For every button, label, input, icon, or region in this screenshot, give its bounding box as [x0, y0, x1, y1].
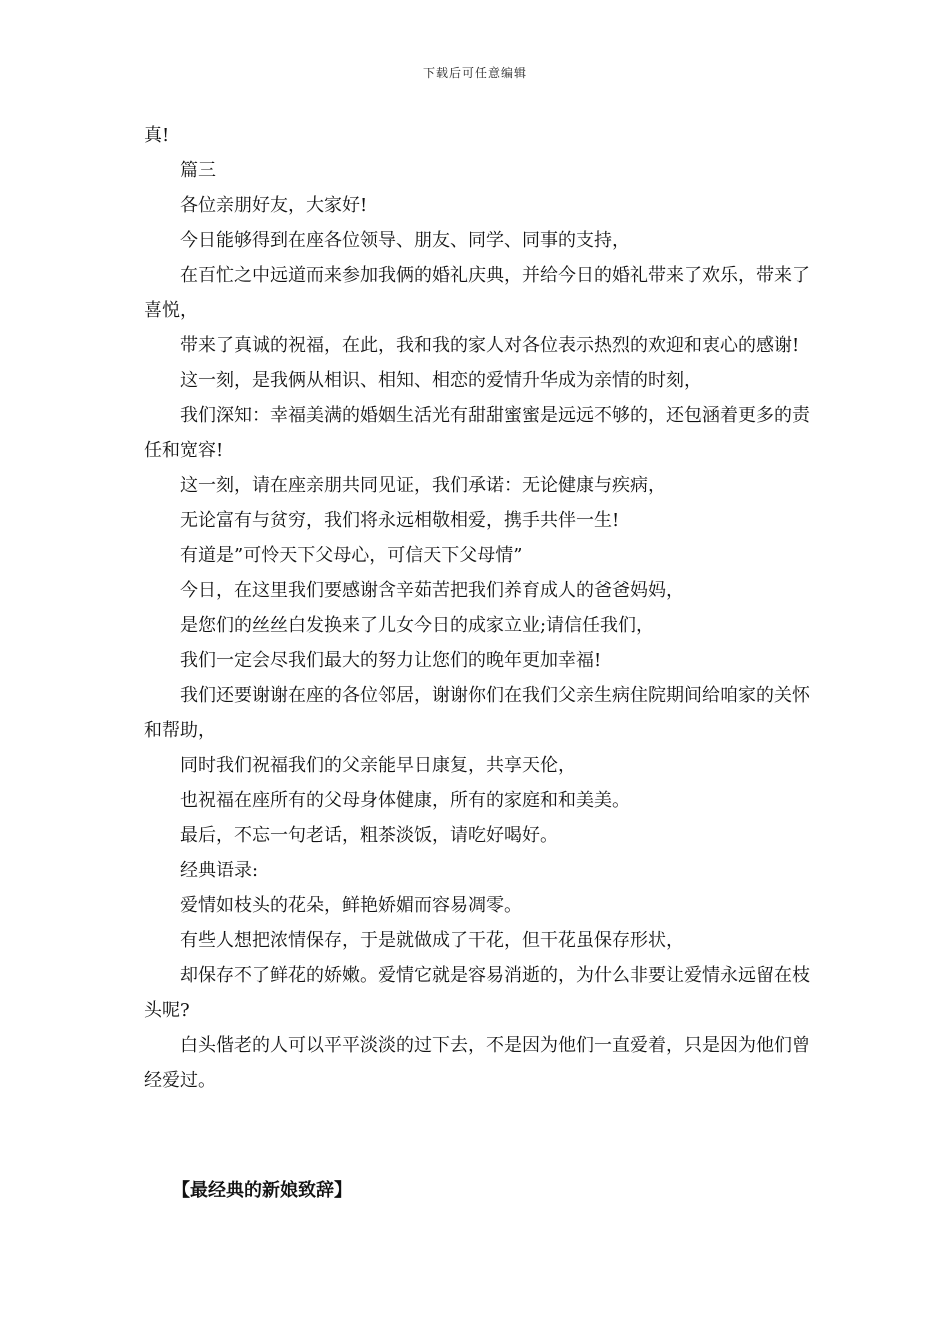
- paragraph: 我们深知：幸福美满的婚姻生活光有甜甜蜜蜜是远远不够的，还包涵着更多的责任和宽容!: [144, 405, 810, 461]
- paragraph: 无论富有与贫穷，我们将永远相敬相爱，携手共伴一生!: [180, 510, 620, 531]
- paragraph: 同时我们祝福我们的父亲能早日康复，共享天伦，: [180, 755, 576, 776]
- section-heading: 经典语录:: [180, 860, 259, 881]
- paragraph: 也祝福在座所有的父母身体健康，所有的家庭和和美美。: [180, 790, 630, 811]
- paragraph: 爱情如枝头的花朵，鲜艳娇媚而容易凋零。: [180, 895, 522, 916]
- paragraph: 真!: [144, 125, 170, 146]
- paragraph: 带来了真诚的祝福，在此，我和我的家人对各位表示热烈的欢迎和衷心的感谢!: [180, 335, 800, 356]
- paragraph: 是您们的丝丝白发换来了儿女今日的成家立业;请信任我们，: [180, 615, 655, 636]
- next-section-title: 【最经典的新娘致辞】: [172, 1180, 352, 1201]
- paragraph: 各位亲朋好友，大家好!: [180, 195, 368, 216]
- paragraph: 我们还要谢谢在座的各位邻居，谢谢你们在我们父亲生病住院期间给咱家的关怀和帮助，: [144, 685, 810, 741]
- paragraph: 有些人想把浓情保存，于是就做成了干花，但干花虽保存形状，: [180, 930, 684, 951]
- paragraph: 今日能够得到在座各位领导、朋友、同学、同事的支持，: [180, 230, 630, 251]
- paragraph: 今日，在这里我们要感谢含辛茹苦把我们养育成人的爸爸妈妈，: [180, 580, 684, 601]
- paragraph: 最后，不忘一句老话，粗茶淡饭，请吃好喝好。: [180, 825, 558, 846]
- paragraph: 这一刻，是我俩从相识、相知、相恋的爱情升华成为亲情的时刻，: [180, 370, 702, 391]
- paragraph: 在百忙之中远道而来参加我俩的婚礼庆典，并给今日的婚礼带来了欢乐，带来了喜悦，: [144, 265, 810, 321]
- document-body: [144, 118, 810, 1098]
- section-heading: 篇三: [180, 160, 216, 181]
- paragraph: 却保存不了鲜花的娇嫩。爱情它就是容易消逝的，为什么非要让爱情永远留在枝头呢?: [144, 965, 810, 1021]
- paragraph: 白头偕老的人可以平平淡淡的过下去，不是因为他们一直爱着，只是因为他们曾经爱过。: [144, 1035, 810, 1091]
- page-header: 下载后可任意编辑: [422, 66, 527, 80]
- paragraph: 这一刻，请在座亲朋共同见证，我们承诺：无论健康与疾病，: [180, 475, 666, 496]
- paragraph: 我们一定会尽我们最大的努力让您们的晚年更加幸福!: [180, 650, 602, 671]
- paragraph: 有道是”可怜天下父母心，可信天下父母情”: [180, 545, 523, 566]
